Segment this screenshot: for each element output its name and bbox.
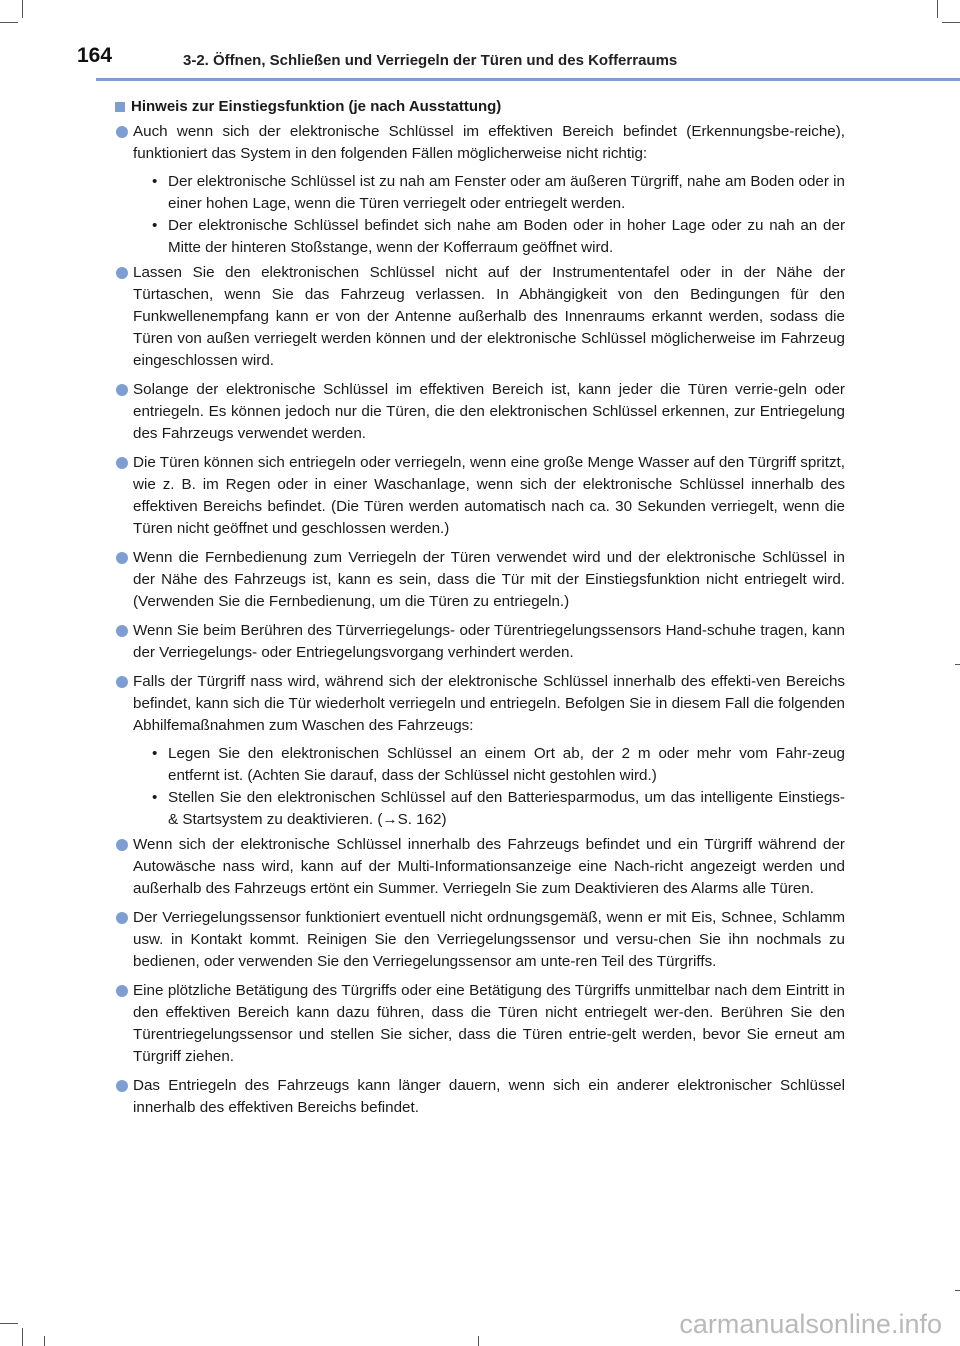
circle-bullet-icon	[116, 676, 128, 688]
list-item	[115, 907, 845, 973]
circle-bullet-icon	[116, 985, 128, 997]
list-item	[115, 547, 845, 613]
list-item-text: Falls der Türgriff nass wird, während sich der elektronische Schlüssel innerhalb des effekti-ven Bereichs befindet, kann sich die Tür wiederholt verriegeln und entriegeln. Befolgen Sie in diesem Fall die folgenden Abhilfemaßnahmen zum Waschen des Fahrzeugs:	[133, 673, 845, 734]
section-heading-text: Hinweis zur Einstiegsfunktion (je nach Ausstattung)	[131, 98, 502, 115]
sub-item-text: Der elektronische Schlüssel ist zu nah am Fenster oder am äußeren Türgriff, nahe am Boden oder in einer hohen Lage, wenn die Türen verriegelt oder entriegelt werden.	[168, 173, 845, 212]
sub-item	[115, 743, 845, 787]
crop-mark	[955, 1290, 960, 1291]
list-item-text: Eine plötzliche Betätigung des Türgriffs oder eine Betätigung des Türgriffs unmittelbar nach dem Eintritt in den effektiven Bereich kann dazu führen, dass die Türen nicht entriegelt wer-den. Berühren Sie den Türentriegelungssensor und stellen Sie sicher, dass die Türen entrie-gelt werden, bevor Sie erneut am Türgriff ziehen.	[133, 982, 845, 1065]
list-item-text: Das Entriegeln des Fahrzeugs kann länger dauern, wenn sich ein anderer elektronischer Schlüssel innerhalb des effektiven Bereichs befindet.	[133, 1077, 845, 1116]
sub-item-text: Der elektronische Schlüssel befindet sich nahe am Boden oder in hoher Lage oder zu nah an der Mitte der hinteren Stoßstange, wenn der Kofferraum geöffnet wird.	[168, 217, 845, 256]
circle-bullet-icon	[116, 1080, 128, 1092]
content-body	[115, 96, 845, 1126]
list-item-text: Wenn die Fernbedienung zum Verriegeln der Türen verwendet wird und der elektronische Schlüssel in der Nähe des Fahrzeugs ist, kann es sein, dass die Tür mit der Einstiegsfunktion nicht entriegelt wird. (Verwenden Sie die Fernbedienung, um die Türen zu entriegeln.)	[133, 549, 845, 610]
sub-list	[133, 743, 845, 831]
list-item-text: Solange der elektronische Schlüssel im effektiven Bereich ist, kann jeder die Türen verrie-geln oder entriegeln. Es können jedoch nur die Türen, die den elektronischen Schlüssel erkennen, zur Entriegelung des Fahrzeugs verwendet werden.	[133, 381, 845, 442]
sub-item-text: Stellen Sie den elektronischen Schlüssel auf den Batteriesparmodus, um das intelligente Einstiegs- & Startsystem zu deaktivieren. (→S. 162)	[168, 789, 845, 828]
circle-bullet-icon	[116, 267, 128, 279]
crop-mark	[22, 1328, 23, 1346]
circle-bullet-icon	[116, 457, 128, 469]
list-item	[115, 121, 845, 259]
list-item-text: Der Verriegelungssensor funktioniert eventuell nicht ordnungsgemäß, wenn er mit Eis, Schnee, Schlamm usw. in Kontakt kommt. Reinigen Sie den Verriegelungssensor und versu-chen Sie ihn nochmals zu bedienen, oder verwenden Sie den Verriegelungssensor am unte-ren Teil des Türgriffs.	[133, 909, 845, 970]
sub-item-text: Legen Sie den elektronischen Schlüssel an einem Ort ab, der 2 m oder mehr vom Fahr-zeug entfernt ist. (Achten Sie darauf, dass der Schlüssel nicht gestohlen wird.)	[168, 745, 845, 784]
dot-bullet-icon: •	[152, 745, 158, 762]
list-item-text: Lassen Sie den elektronischen Schlüssel nicht auf der Instrumententafel oder in der Nähe der Türtaschen, wenn Sie das Fahrzeug verlassen. In Abhängigkeit von den Bedingungen für den Funkwellenempfang kann er von der Antenne außerhalb des Innenraums erkannt werden, sodass die Türen von außen verriegelt werden können und der elektronische Schlüssel möglicherweise im Fahrzeug eingeschlossen wird.	[133, 264, 845, 369]
crop-mark	[0, 1323, 18, 1324]
watermark: carmanualsonline.info	[679, 1309, 942, 1339]
list-item	[115, 980, 845, 1068]
list-item	[115, 671, 845, 831]
sub-item	[115, 787, 845, 831]
list-item	[115, 452, 845, 540]
dot-bullet-icon: •	[152, 217, 158, 234]
crop-mark	[478, 1336, 479, 1346]
page-header	[0, 0, 960, 88]
circle-bullet-icon	[116, 552, 128, 564]
circle-bullet-icon	[116, 625, 128, 637]
circle-bullet-icon	[116, 126, 128, 138]
circle-bullet-icon	[116, 912, 128, 924]
list-item-text: Auch wenn sich der elektronische Schlüssel im effektiven Bereich befindet (Erkennungsbe-reiche), funktioniert das System in den folgenden Fällen möglicherweise nicht richtig:	[133, 123, 845, 162]
list-item-text: Wenn sich der elektronische Schlüssel innerhalb des Fahrzeugs befindet und ein Türgriff während der Autowäsche nass wird, kann auf der Multi-Informationsanzeige eine Nach-richt angezeigt werden und außerhalb des Fahrzeugs ertönt ein Summer. Verriegeln Sie zum Deaktivieren des Alarms alle Türen.	[133, 836, 845, 897]
list-item	[115, 1075, 845, 1119]
dot-bullet-icon: •	[152, 789, 158, 806]
square-bullet-icon	[115, 102, 125, 112]
sub-item	[115, 215, 845, 259]
dot-bullet-icon: •	[152, 173, 158, 190]
page-number: 164	[77, 44, 113, 67]
header-rule	[96, 78, 960, 81]
circle-bullet-icon	[116, 839, 128, 851]
list-item	[115, 379, 845, 445]
list-item-text: Wenn Sie beim Berühren des Türverriegelungs- oder Türentriegelungssensors Hand-schuhe tragen, kann der Verriegelungs- oder Entriegelungsvorgang verhindert werden.	[133, 622, 845, 661]
list-item	[115, 834, 845, 900]
crop-mark	[955, 664, 960, 665]
list-item	[115, 620, 845, 664]
section-heading	[115, 96, 845, 118]
sub-list	[133, 171, 845, 259]
chapter-title: 3-2. Öffnen, Schließen und Verriegeln der Türen und des Kofferraums	[183, 52, 678, 69]
list-item	[115, 262, 845, 372]
sub-item	[115, 171, 845, 215]
list-item-text: Die Türen können sich entriegeln oder verriegeln, wenn eine große Menge Wasser auf den Türgriff spritzt, wie z. B. im Regen oder in einer Waschanlage, wenn sich der elektronische Schlüssel innerhalb des effektiven Bereichs befindet. (Die Türen werden automatisch nach ca. 30 Sekunden verriegelt, wenn die Türen nicht geöffnet und geschlossen werden.)	[133, 454, 845, 537]
circle-bullet-icon	[116, 384, 128, 396]
crop-mark	[44, 1336, 45, 1346]
